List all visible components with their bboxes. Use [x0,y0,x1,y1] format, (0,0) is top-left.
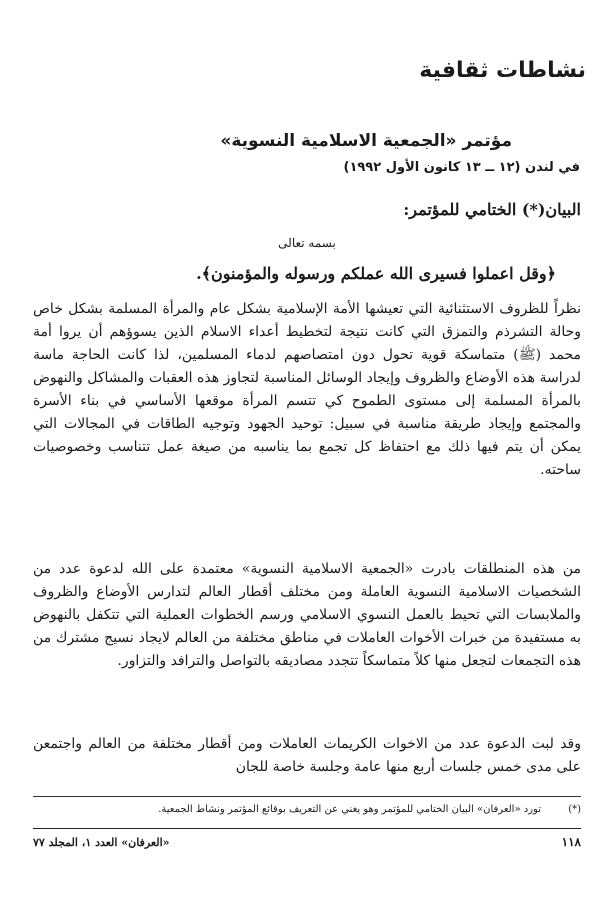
paragraph-2: من هذه المنطلقات بادرت «الجمعية الاسلامية النسوية» معتمدة على الله لدعوة عدد من الشخصيات الاسلامية النسوية العاملة ومن مختلف أقطار العالم لتدارس الأوضاع والظروف والملابسات التي تحيط بالعمل النسوي الاسلامي ورسم الخطوات العملية التي تتكفل بالنهوض به مستفيدة من خبرات الأخوات العاملات في مناطق مختلفة من العالم لايجاد نسيج مشترك من هذه التجمعات لتجعل منها كلاً متماسكاً تتجدد مصاديقه بالتواصل والترافد والتزاور. [33,561,581,669]
footer-divider [33,828,581,829]
conference-title: مؤتمر «الجمعية الاسلامية النسوية» [220,131,512,151]
footnote-divider [33,796,581,797]
footnote [33,803,581,817]
section-title: نشاطات ثقافية [419,58,586,83]
footnote-text: تورد «العرفان» البيان الختامي للمؤتمر وهو يغني عن التعريف بوقائع المؤتمر ونشاط الجمعية. [158,804,541,815]
page-number: ١١٨ [561,835,581,849]
paragraph-1: نظراً للظروف الاستثنائية التي تعيشها الأمة الإسلامية بشكل عام والمرأة المسلمة بشكل خاص وحالة التشرذم والتمزق التي كانت نتيجة لتخطيط أعداء الاسلام الذين يسوؤهم أن يروا أمة محمد (ﷺ) متماسكة قوية تحول دون امتصاصهم لدماء المسلمين، لذا كانت الحاجة ماسة لدراسة هذه الأوضاع والظروف وإيجاد الوسائل المناسبة لتجاوز هذه العقبات والمشاكل والنهوض بالمرأة المسلمة إلى مستوى الطموح كي تتسم المرأة موقعها الأساسي في بناء الأسرة والمجتمع وإيجاد طريقة مناسبة في سبيل: توحيد الجهود وتوجيه الطاقات في المجالات التي يمكن أن يتم فيها ذلك مع احتفاظ كل تجمع بما يناسبه من صيغة عمل تتناسب وخصوصيات ساحته. [33,301,581,478]
statement-heading: البيان(*) الختامي للمؤتمر: [403,200,581,219]
footnote-mark: (*) [568,804,581,815]
basmala: بسمه تعالى [278,236,336,250]
quran-verse: ﴿وقل اعملوا فسيرى الله عملكم ورسوله والمؤمنون﴾. [196,264,556,283]
conference-date: في لندن (١٢ ــ ١٣ كانون الأول ١٩٩٢) [343,160,580,175]
paragraph-3: وقد لبت الدعوة عدد من الاخوات الكريمات العاملات ومن أقطار مختلفة من العالم واجتمعن على مدى خمس جلسات أربع منها عامة وجلسة خاصة للجان [33,736,581,775]
journal-citation: «العرفان» العدد ١، المجلد ٧٧ [33,836,170,849]
